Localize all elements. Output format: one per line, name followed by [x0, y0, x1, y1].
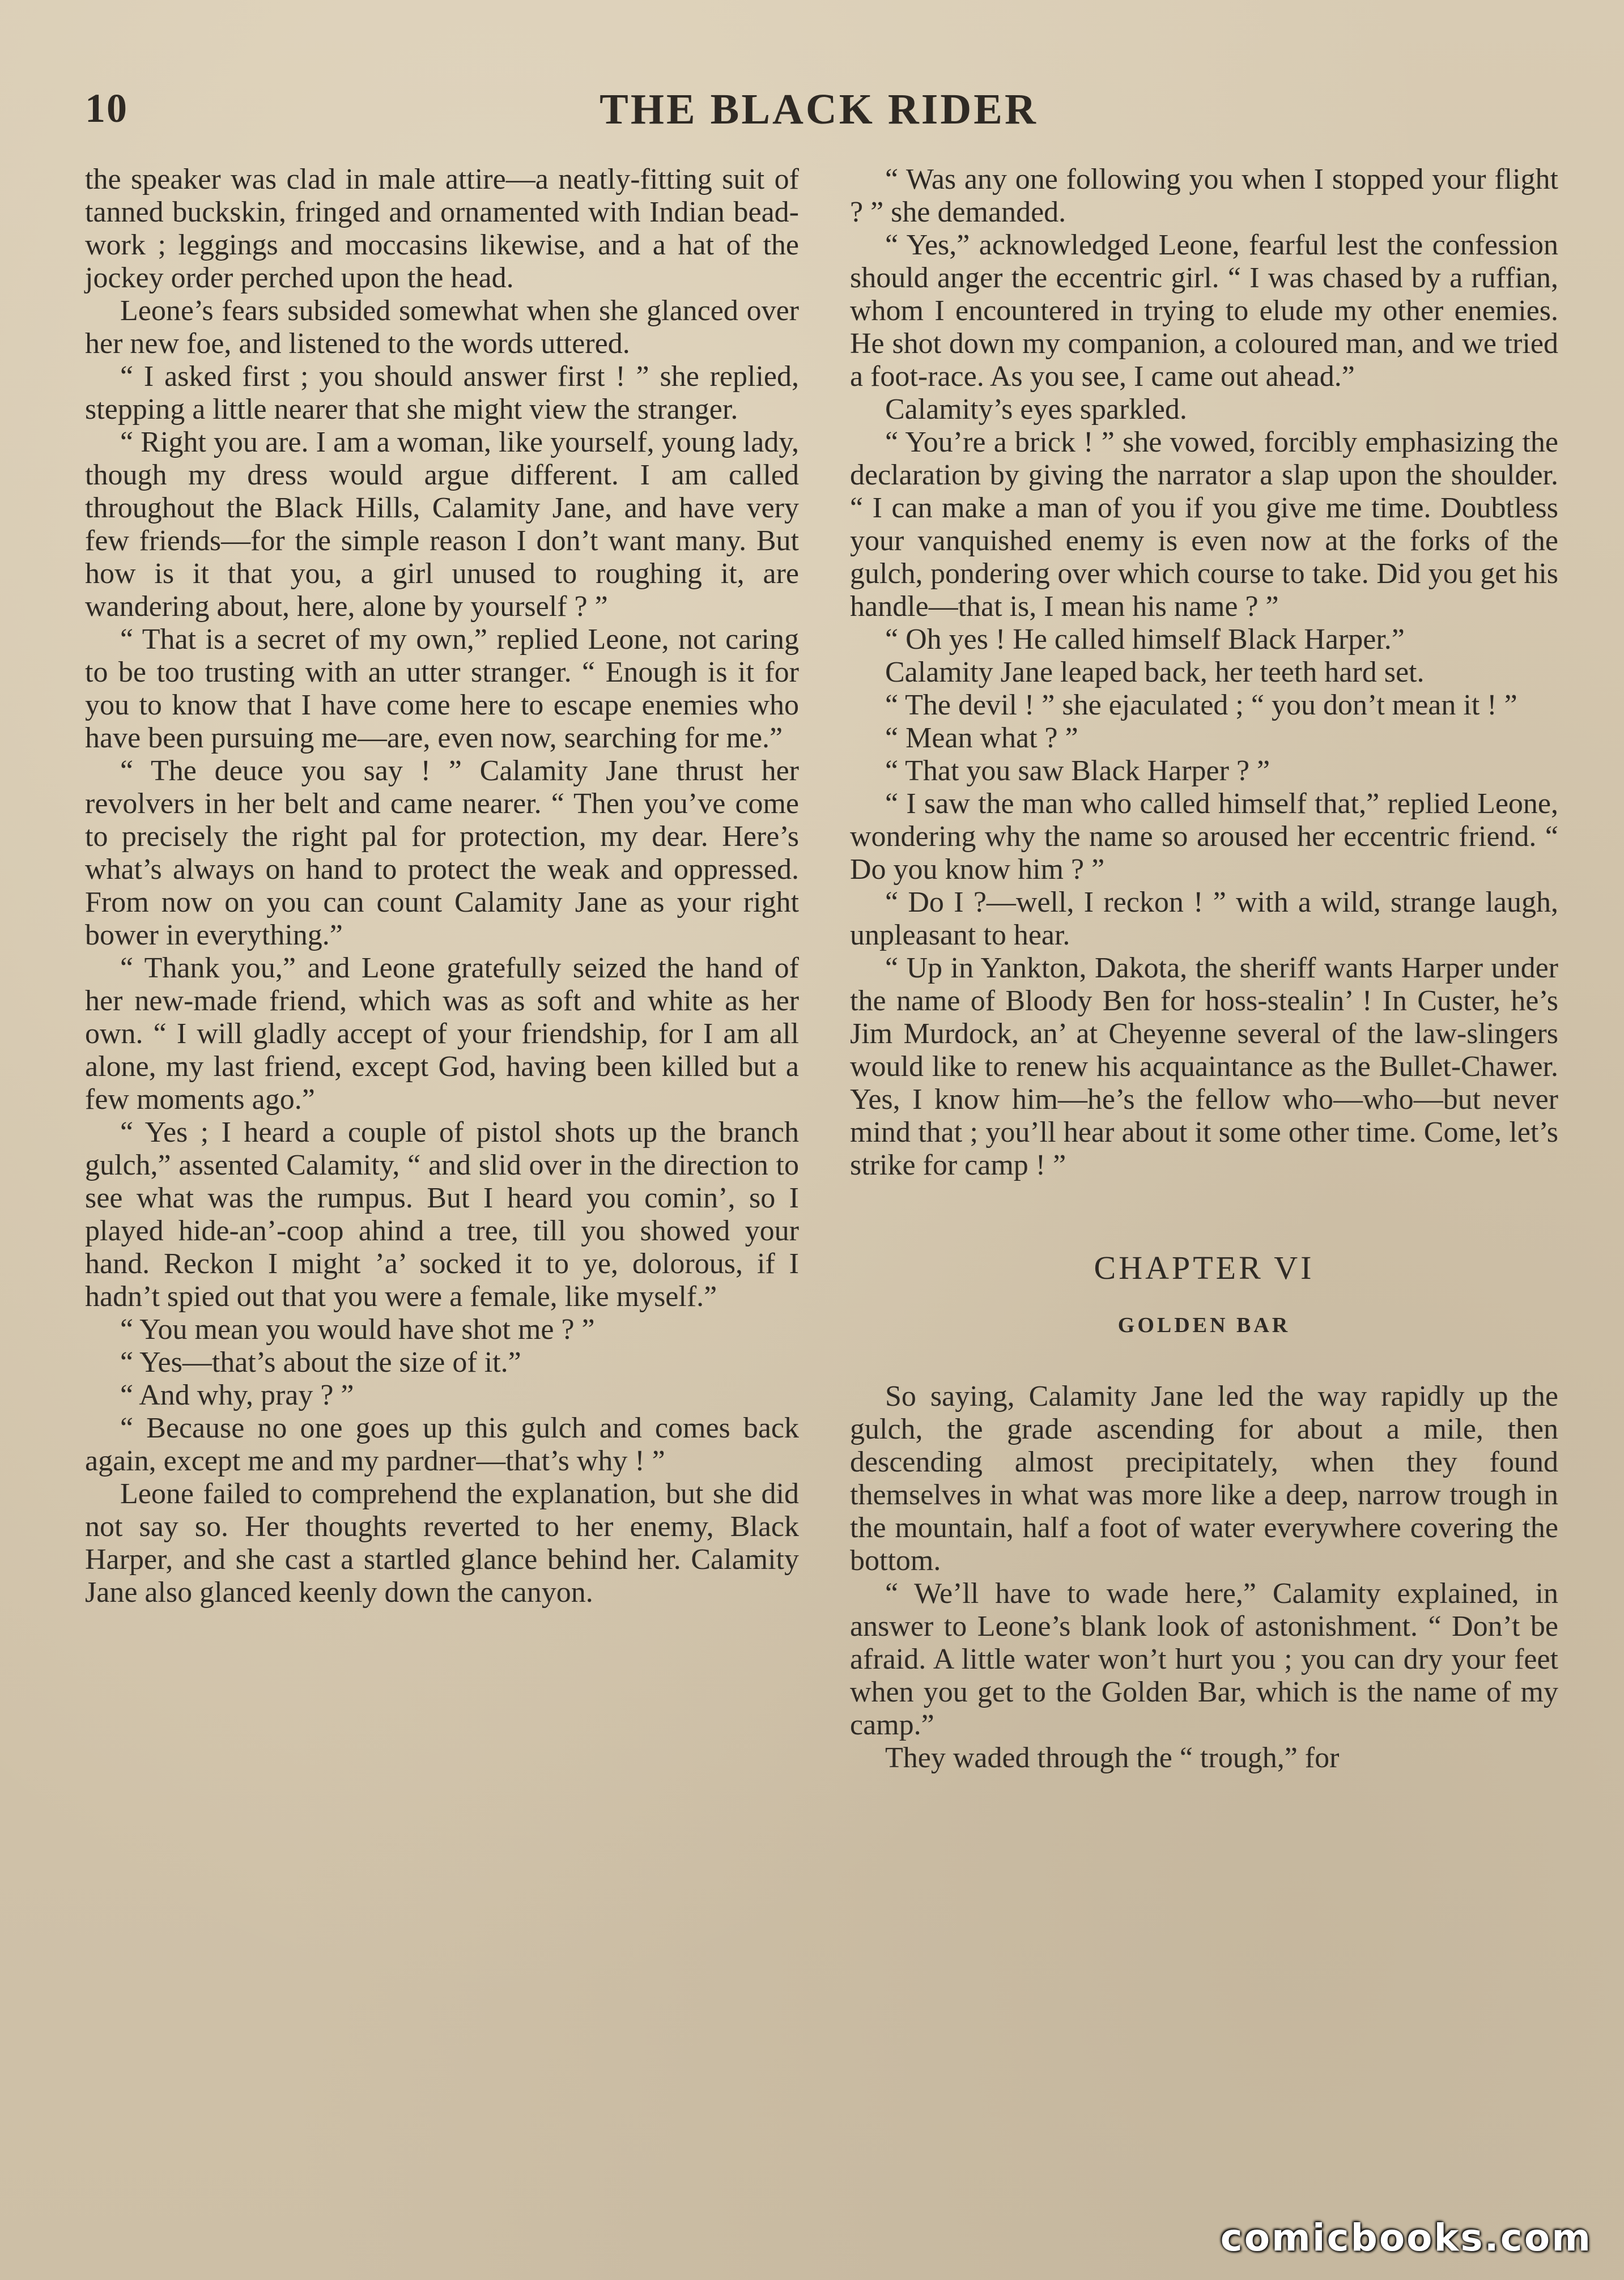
paragraph: “ You mean you would have shot me ? ” [120, 1313, 595, 1346]
paragraph: “ Right you are. I am a woman, like yourself, young lady, though my dress would argue different. I am called throughout the Black Hills, Calamity Jane, and have very few friends—for the simple reason I don’t want many. But how is it that you, a girl unused to roughing it, are wandering about, here, alone by yourself ? ” [85, 426, 799, 623]
paragraph: “ And why, pray ? ” [120, 1379, 354, 1411]
paragraph: “ I saw the man who called himself that,” replied Leone, wondering why the name so aroused her eccentric friend. “ Do you know him ? ” [850, 788, 1558, 886]
paragraph: “ Yes,” acknowledged Leone, fearful lest the confession should anger the eccentric girl. “ I was chased by a ruffian, whom I encountered in trying to elude my other enemies. He shot down my companion, a coloured man, and we tried a foot-race. As you see, I came out ahead.” [850, 229, 1558, 393]
chapter-subtitle: GOLDEN BAR [1117, 1313, 1291, 1337]
paragraph: “ That is a secret of my own,” replied Leone, not caring to be too trusting with an utter stranger. “ Enough is it for you to know that I have come here to escape enemies who have been pursuing me—are, even now, searching for me.” [85, 623, 799, 754]
left-column [85, 163, 799, 1609]
page-number: 10 [85, 86, 128, 131]
paragraph: “ Was any one following you when I stopped your flight ? ” she demanded. [850, 163, 1558, 228]
chapter-heading: CHAPTER VI [1094, 1249, 1315, 1286]
paragraph: “ I asked first ; you should answer first ! ” she replied, stepping a little nearer that she might view the stranger. [85, 360, 799, 426]
paragraph: Calamity Jane leaped back, her teeth hard set. [885, 656, 1425, 688]
paragraph: “ Yes ; I heard a couple of pistol shots up the branch gulch,” assented Calamity, “ and slid over in the direction to see what was the rumpus. But I heard you comin’, so I played hide-an’-coop ahind a tree, till you showed your hand. Reckon I might ’a’ socked it to ye, dolorous, if I hadn’t spied out that you were a female, like myself.” [85, 1116, 799, 1313]
paragraph: “ Thank you,” and Leone gratefully seized the hand of her new-made friend, which was as soft and white as her own. “ I will gladly accept of your friendship, for I am all alone, my last friend, except God, having been killed but a few moments ago.” [85, 952, 799, 1116]
paragraph: “ Up in Yankton, Dakota, the sheriff wants Harper under the name of Bloody Ben for hoss-stealin’ ! In Custer, he’s Jim Murdock, an’ at Cheyenne several of the law-slingers would like to renew his acquaintance as the Bullet-Chawer. Yes, I know him—he’s the fellow who—who—but never mind that ; you’ll hear about it some other time. Come, let’s strike for camp ! ” [850, 952, 1558, 1181]
paragraph: “ We’ll have to wade here,” Calamity explained, in answer to Leone’s blank look of astonishment. “ Don’t be afraid. A little water won’t hurt you ; you can dry your feet when you get to the Golden Bar, which is the name of my camp.” [850, 1577, 1558, 1741]
paragraph: “ Yes—that’s about the size of it.” [120, 1346, 521, 1379]
paragraph: So saying, Calamity Jane led the way rapidly up the gulch, the grade ascending for about a mile, then descending almost precipitately, when they found themselves in what was more like a deep, narrow trough in the mountain, half a foot of water everywhere covering the bottom. [850, 1380, 1558, 1577]
page-header [85, 85, 1553, 147]
watermark: comicbooks.com [1220, 2216, 1592, 2260]
paragraph: “ The devil ! ” she ejaculated ; “ you don’t mean it ! ” [885, 689, 1517, 721]
paragraph: “ Oh yes ! He called himself Black Harper.” [885, 623, 1405, 656]
running-title: THE BLACK RIDER [600, 86, 1038, 133]
paragraph: They waded through the “ trough,” for [885, 1742, 1340, 1774]
paragraph: “ Mean what ? ” [885, 722, 1078, 754]
paragraph: “ That you saw Black Harper ? ” [885, 755, 1270, 787]
right-column [850, 163, 1558, 1775]
paragraph: “ You’re a brick ! ” she vowed, forcibly emphasizing the declaration by giving the narrator a slap upon the shoulder. “ I can make a man of you if you give me time. Doubtless your vanquished enemy is even now at the forks of the gulch, pondering over which course to take. Did you get his handle—that is, I mean his name ? ” [850, 426, 1558, 623]
paragraph: Calamity’s eyes sparkled. [885, 393, 1187, 426]
paragraph: Leone failed to comprehend the explanation, but she did not say so. Her thoughts reverted to her enemy, Black Harper, and she cast a startled glance behind her. Calamity Jane also glanced keenly down the canyon. [85, 1478, 799, 1609]
paragraph: “ The deuce you say ! ” Calamity Jane thrust her revolvers in her belt and came nearer. “ Then you’ve come to precisely the right pal for protection, my dear. Here’s what’s always on hand to protect the weak and oppressed. From now on you can count Calamity Jane as your right bower in everything.” [85, 755, 799, 951]
paragraph: Leone’s fears subsided somewhat when she glanced over her new foe, and listened to the words uttered. [85, 295, 799, 360]
paragraph: “ Do I ?—well, I reckon ! ” with a wild, strange laugh, unpleasant to hear. [850, 886, 1558, 951]
paragraph: “ Because no one goes up this gulch and comes back again, except me and my pardner—that’s why ! ” [85, 1412, 799, 1477]
paragraph: the speaker was clad in male attire—a neatly-fitting suit of tanned buckskin, fringed and ornamented with Indian bead-work ; leggings and moccasins likewise, and a hat of the jockey order perched upon the head. [85, 163, 799, 294]
